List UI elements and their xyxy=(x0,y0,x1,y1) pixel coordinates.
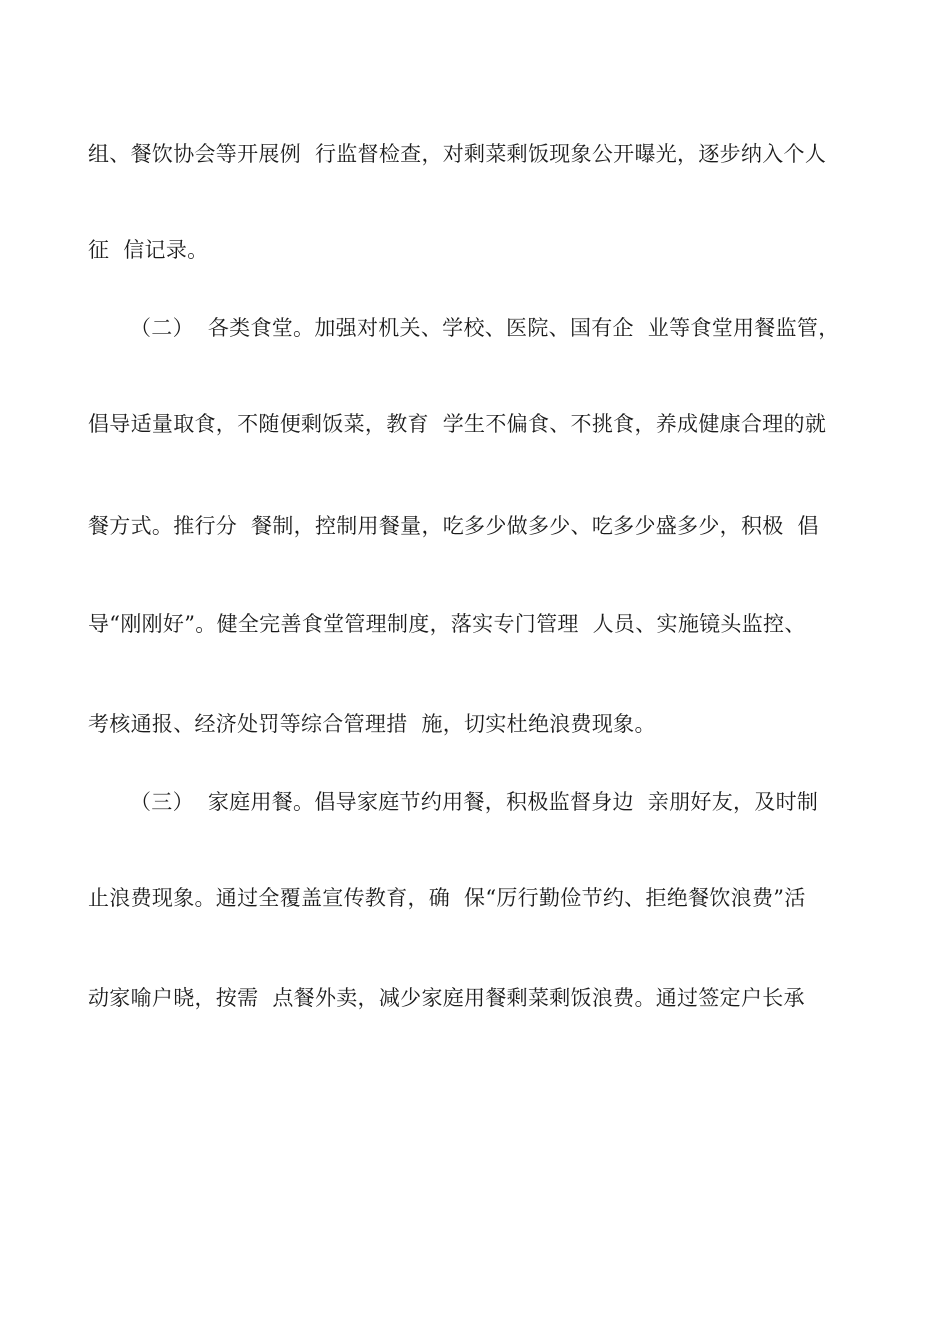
paragraph-line: 餐方式。推行分 餐制，控制用餐量，吃多少做多少、吃多少盛多少，积极 倡 xyxy=(88,514,819,538)
paragraph-line: 止浪费现象。通过全覆盖宣传教育，确 保“厉行勤俭节约、拒绝餐饮浪费”活 xyxy=(88,886,806,910)
paragraph-line: 征 信记录。 xyxy=(88,238,209,262)
paragraph-line: 考核通报、经济处罚等综合管理措 施，切实杜绝浪费现象。 xyxy=(88,712,656,736)
paragraph-line: 倡导适量取食，不随便剩饭菜，教育 学生不偏食、不挑食，养成健康合理的就 xyxy=(88,412,827,436)
paragraph-line: 导“刚刚好”。健全完善食堂管理制度，落实专门管理 人员、实施镜头监控、 xyxy=(88,612,806,636)
paragraph-line: 动家喻户晓，按需 点餐外卖，减少家庭用餐剩菜剩饭浪费。通过签定户长承 xyxy=(88,986,805,1010)
paragraph-line: 组、餐饮协会等开展例 行监督检查，对剩菜剩饭现象公开曝光，逐步纳入个人 xyxy=(88,142,827,166)
section-heading-line: （三） 家庭用餐。倡导家庭节约用餐，积极监督身边 亲朋好友，及时制 xyxy=(130,790,819,814)
section-heading-line: （二） 各类食堂。加强对机关、学校、医院、国有企 业等食堂用餐监管， xyxy=(130,316,840,340)
